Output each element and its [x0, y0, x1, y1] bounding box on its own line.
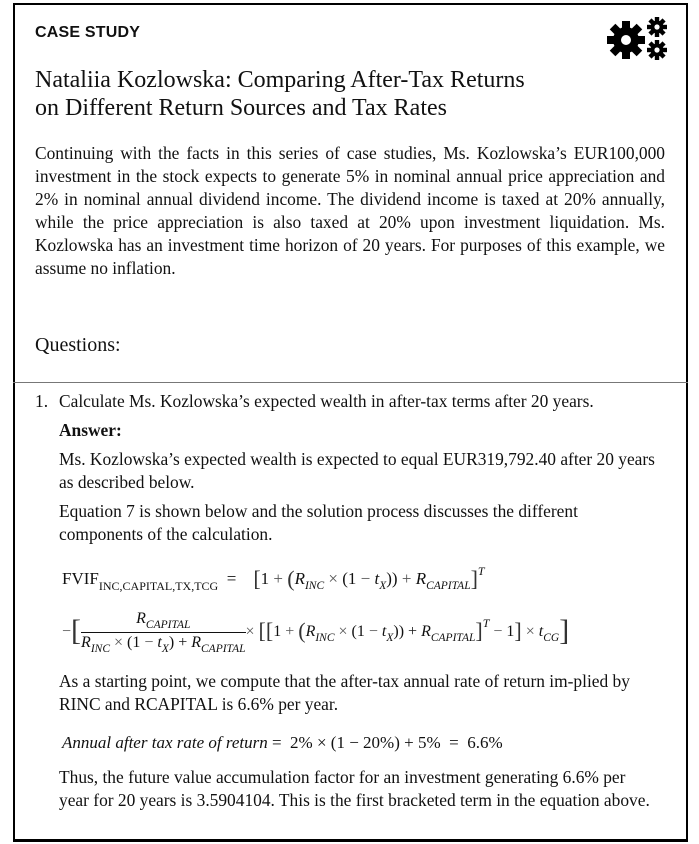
questions-heading: Questions: [35, 334, 121, 356]
eq-t: t [374, 569, 380, 588]
case-study-title [35, 66, 635, 122]
section-divider [13, 382, 688, 383]
eq-plus: + [273, 569, 283, 588]
eq-fraction: $\frac{R_{CAPITAL}}{R_{INC} \times (1 - t_X) + R_{CAPITAL}}$ [81, 610, 246, 655]
eq-minus: − [360, 569, 371, 588]
eq-cg: CG [543, 632, 560, 645]
eq-r: R [294, 569, 305, 588]
eq-lhs-subscript: INC,CAPITAL,TX,TCG [98, 579, 219, 593]
eq-exponent-t: T [477, 564, 485, 578]
question-1 [35, 391, 594, 412]
eq-times: × [328, 569, 338, 588]
eq-lhs: FVIF [62, 569, 99, 588]
eq-x: X [379, 580, 387, 592]
answer-paragraph-1: Ms. Kozlowska’s expected wealth is expected to equal EUR319,792.40 after 20 years as described below. [59, 449, 655, 492]
question-text: Calculate Ms. Kozlowska’s expected wealth in after-tax terms after 20 years. [59, 391, 594, 411]
eq-one: 1 [260, 569, 270, 588]
title-line-1: Nataliia Kozlowska: Comparing After-Tax Returns [35, 67, 525, 93]
case-study-label: CASE STUDY [35, 24, 141, 41]
answer-paragraph-2: Equation 7 is shown below and the solution process discusses the different components of the calculation. [59, 501, 578, 544]
title-line-2: on Different Return Sources and Tax Rates [35, 95, 447, 121]
rate-equation-expression: = 2% × (1 − 20%) + 5% = 6.6% [271, 733, 503, 752]
answer-paragraph-4: Thus, the future value accumulation factor for an investment generating 6.6% per year for 20 years is 3.5904104. This is the first bracketed term in the equation above. [59, 767, 650, 810]
eq-inc: INC [304, 580, 325, 592]
rate-equation [62, 733, 503, 753]
eq-capital: CAPITAL [426, 580, 471, 592]
gears-icon [604, 16, 672, 62]
answer-paragraph-3: As a starting point, we compute that the after-tax annual rate of return im-plied by RINC and RCAPITAL is 6.6% per year. [59, 671, 630, 714]
eq-r-capital: R [415, 569, 427, 588]
eq-equals: = [226, 569, 237, 588]
intro-paragraph: Continuing with the facts in this series of case studies, Ms. Kozlowska’s EUR100,000 investment in the stock expects to generate 5% in nominal annual price appreciation and 2% in nominal annual dividend income. The dividend income is taxed at 20% annually, while the price appreciation is also taxed at 20% upon investment liquidation. Ms. Kozlowska has an investment time horizon of 20 years. For purposes of this example, we assume no inflation. [35, 143, 665, 278]
answer-label: Answer: [59, 420, 122, 440]
equation-line-2: −[ $\frac{R_{CAPITAL}}{R_{INC} \times (1 - t_X) + R_{CAPITAL}}$ × $[[1 + (R_{INC} \times (1 - t_X)) + R_{CAPITAL}]^T - 1] \times t_{CG}$] [62, 610, 570, 655]
equation-line-1: $FVIF_{INC,CAPITAL,TX,TCG}$ = $[1 + (R_{INC} \times (1 - t_X)) + R_{CAPITAL}]^T$ [62, 564, 485, 593]
question-number: 1. [35, 391, 49, 411]
rate-equation-label: Annual after tax rate of return [62, 733, 268, 752]
